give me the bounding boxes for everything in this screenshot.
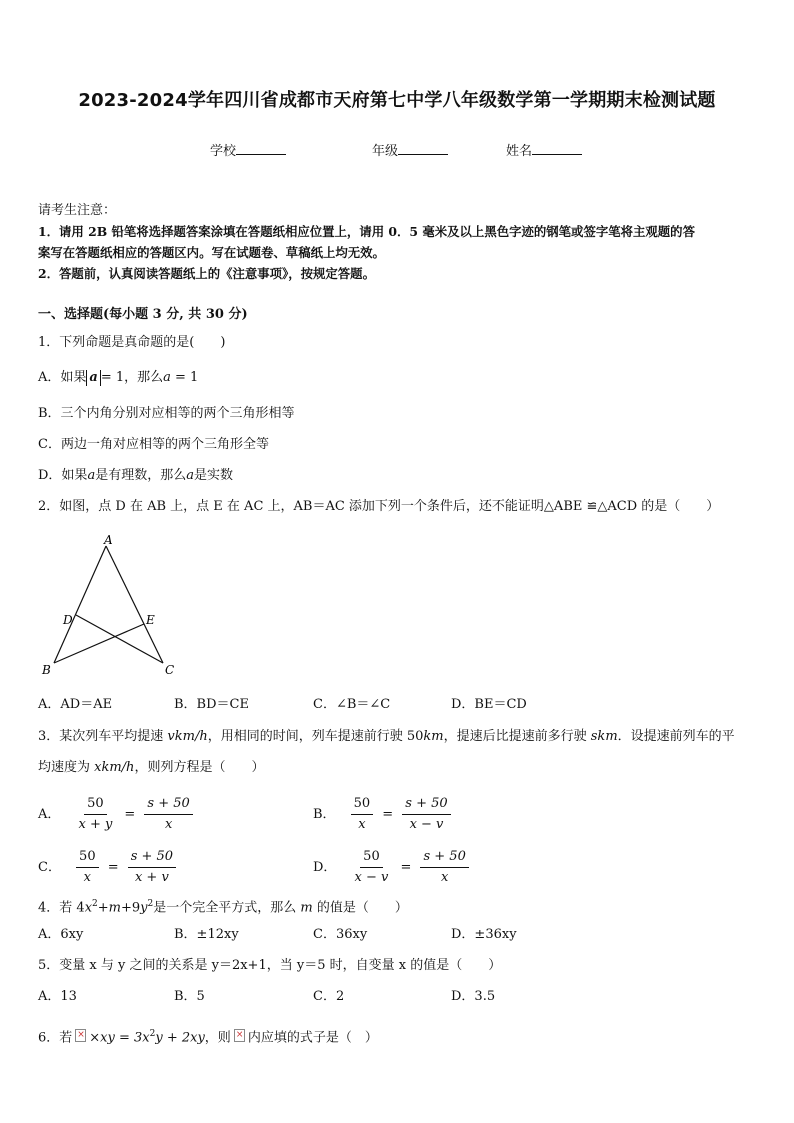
fraction: $\frac{s + 50}{x}$ [420, 849, 468, 886]
fraction: $\frac{50}{x}$ [76, 849, 99, 886]
q2-option-b: B．BD＝CE [174, 697, 249, 712]
broken-image-icon [75, 1029, 86, 1042]
notice-heading: 请考生注意： [38, 203, 117, 218]
side-ac [106, 546, 163, 663]
q1-option-a: A．如果 a = 1，那么a = 1 [38, 370, 199, 385]
q4-option-c: C．36xy [313, 927, 368, 942]
notice-item-2: 2．答题前，认真阅读答题纸上的《注意事项》，按规定答题。 [38, 266, 375, 281]
name-blank [532, 142, 582, 155]
q4-option-a: A．6xy [38, 927, 84, 942]
fraction: $\frac{50}{x + y}$ [78, 796, 113, 832]
q3-stem-line-1: 3．某次列车平均提速 vkm/h，用相同的时间，列车提速前行驶 50km，提速后比提速前多行驶 skm．设提速前列车的平 [38, 729, 735, 744]
fraction: $\frac{s + 50}{x + v}$ [128, 849, 176, 886]
fraction: $\frac{50}{x}$ [351, 796, 374, 833]
school-label: 学校 [210, 144, 237, 159]
q5-option-d: D．3.5 [451, 989, 496, 1004]
label-a: A [104, 533, 113, 547]
q1-option-c: C．两边一角对应相等的两个三角形全等 [38, 437, 269, 452]
notice-item-1-line-2: 案写在答题纸相应的答题区内。写在试题卷、草稿纸上均无效。 [38, 245, 385, 260]
q1-option-d: D．如果a是有理数，那么a是实数 [38, 468, 233, 483]
name-label: 姓名 [506, 144, 533, 159]
label-d: D [63, 613, 73, 627]
q3-option-d: D． $\frac{50}{x - v}$ = $\frac{s + 50}{x}$ [313, 849, 469, 886]
school-field [210, 140, 286, 159]
segment-be [54, 624, 144, 663]
q3-stem-line-2: 均速度为 xkm/h，则列方程是（ ） [38, 760, 265, 775]
q4-option-d: D．±36xy [451, 927, 517, 942]
q4-option-b: B．±12xy [174, 927, 239, 942]
q1-option-b: B．三个内角分别对应相等的两个三角形相等 [38, 406, 295, 421]
side-ab [54, 546, 106, 663]
fraction: $\frac{50}{x - v}$ [354, 849, 389, 885]
q5-option-c: C．2 [313, 989, 345, 1004]
grade-blank [398, 142, 448, 155]
fraction: $\frac{s + 50}{x - v}$ [402, 796, 450, 833]
school-blank [236, 142, 286, 155]
notice-item-1-line-1: 1．请用 2B 铅笔将选择题答案涂填在答题纸相应位置上，请用 0．5 毫米及以上黑色字迹的钢笔或签字笔将主观题的答 [38, 224, 695, 239]
fraction: $\frac{s + 50}{x}$ [144, 796, 192, 833]
q6-stem: 6．若× $\times xy = 3x^2y + 2xy$，则× 内应填的式子是（ ） [38, 1026, 378, 1046]
q2-stem: 2．如图，点 D 在 AB 上，点 E 在 AC 上，AB＝AC 添加下列一个条件后，还不能证明△ABE ≌△ACD 的是（ ） [38, 499, 720, 514]
grade-label: 年级 [372, 144, 399, 159]
q1-stem: 1．下列命题是真命题的是( ) [38, 335, 226, 350]
q2-option-c: C．∠B＝∠C [313, 697, 391, 712]
q2-option-a: A．AD＝AE [38, 697, 113, 712]
label-b: B [42, 663, 51, 677]
q3-option-c: C． $\frac{50}{x}$ = $\frac{s + 50}{x + v}$ [38, 849, 176, 886]
q2-option-d: D．BE＝CD [451, 697, 527, 712]
name-field [506, 140, 582, 159]
broken-image-icon [234, 1029, 245, 1042]
grade-field [372, 140, 448, 159]
q3-option-b: B． $\frac{50}{x}$ = $\frac{s + 50}{x - v}$ [313, 796, 451, 833]
q4-stem: 4．若 $4x^2+m+9y^2$是一个完全平方式，那么 m 的值是（ ） [38, 899, 408, 916]
q5-stem: 5．变量 x 与 y 之间的关系是 y＝2x+1，当 y＝5 时，自变量 x 的值是（ ） [38, 958, 502, 973]
q5-option-a: A．13 [38, 989, 77, 1004]
q3-option-a: A． $\frac{50}{x + y}$ = $\frac{s + 50}{x}$ [38, 796, 193, 833]
section-heading: 一、选择题(每小题 3 分, 共 30 分) [38, 307, 248, 322]
label-c: C [165, 663, 175, 677]
label-e: E [146, 613, 155, 627]
page-title: 2023-2024学年四川省成都市天府第七中学八年级数学第一学期期末检测试题 [78, 90, 716, 111]
triangle-figure [38, 532, 188, 682]
q5-option-b: B．5 [174, 989, 205, 1004]
